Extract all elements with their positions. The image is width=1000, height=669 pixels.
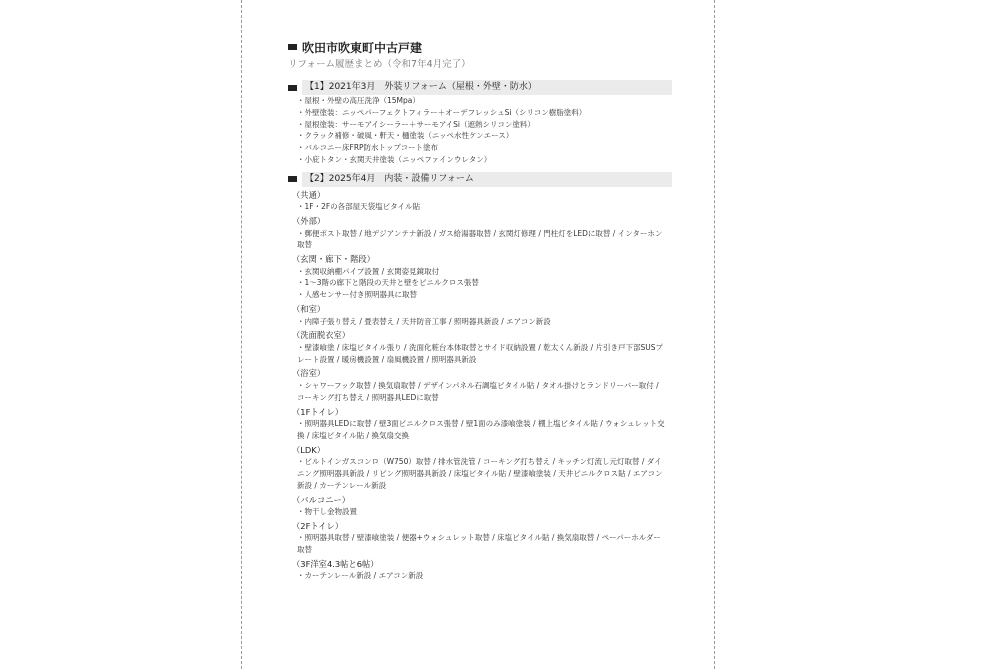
list-item: ・外壁塗装：ニッペパーフェクトフィラー＋オーデフレッシュSi（シリコン樹脂塗料）: [297, 107, 587, 117]
category-item: ・シャワーフック取替 / 換気扇取替 / デザインパネル石調塩ビタイル貼 / タオル掛けとランドリーバー取付 / コーキング打ち替え / 照明器具LEDに取替: [297, 380, 659, 402]
section-bullet-icon: [288, 176, 297, 182]
category-item: ・1F・2Fの各部屋天袋塩ビタイル貼: [297, 202, 421, 212]
category-item: ・ビルトインガスコンロ（W750）取替 / 排水管洗管 / コーキング打ち替え / キッチン灯流し元灯取替 / ダイニング照明器具新設 / リビング照明器具新設 / 床塩ビタイル貼 / 壁漆喰塗装 / 天井ビニルクロス貼 / エアコン新設 / カーテンレール新設: [297, 457, 663, 490]
list-item: ・小庇トタン・玄関天井塗装（ニッペファインウレタン）: [297, 154, 492, 164]
category-label: （バルコニー）: [292, 494, 351, 505]
category-label: （洗面脱衣室）: [292, 330, 351, 341]
document-page: [241, 0, 715, 669]
category-item: ・照明器具LEDに取替 / 壁3面ビニルクロス張替 / 壁1面のみ漆喰塗装 / 棚上塩ビタイル貼 / ウォシュレット交換 / 床塩ビタイル貼 / 換気扇交換: [297, 419, 665, 440]
category-label: （浴室）: [292, 368, 326, 379]
page-title: [288, 38, 672, 56]
category-label: （3F洋室4.3帖と6帖）: [292, 558, 379, 569]
section-heading-1: [288, 80, 672, 95]
title-bullet-icon: [288, 44, 297, 50]
list-item: ・屋根・外壁の高圧洗浄（15Mpa）: [297, 96, 420, 105]
category-item: ・物干し金物設置: [297, 507, 357, 517]
category-item: ・照明器具取替 / 壁漆喰塗装 / 便器+ウォシュレット取替 / 床塩ビタイル貼 / 換気扇取替 / ペーパーホルダー取替: [297, 533, 661, 555]
section-heading-2: [288, 172, 672, 187]
category-label: （LDK）: [292, 444, 326, 455]
category-item: ・カーテンレール新設 / エアコン新設: [297, 571, 424, 581]
category-item: ・玄関収納棚パイプ設置 / 玄関姿見鏡取付: [297, 266, 440, 276]
section-bullet-icon: [288, 85, 297, 91]
category-item: ・内障子張り替え / 畳表替え / 天井防音工事 / 照明器具新設 / エアコン新設: [297, 316, 551, 326]
list-item: ・クラック補修・破風・軒天・樋塗装（ニッペ水性ケンエース）: [297, 131, 514, 141]
category-item: ・人感センサー付き照明器具に取替: [297, 290, 417, 300]
document-content: [288, 38, 672, 582]
category-label: （1Fトイレ）: [292, 406, 344, 417]
page-title-text: 吹田市吹東町中古戸建: [302, 40, 423, 55]
category-label: （和室）: [292, 304, 326, 315]
list-item: ・バルコニー床FRP防水トップコート塗布: [297, 143, 438, 153]
category-label: （玄関・廊下・階段）: [292, 254, 375, 265]
category-label: （共通）: [292, 189, 326, 200]
category-item: ・郵便ポスト取替 / 地デジアンテナ新設 / ガス給湯器取替 / 玄関灯修理 / 門柱灯をLEDに取替 / インターホン取替: [297, 228, 663, 250]
section-heading-text: 【1】2021年3月 外装リフォーム（屋根・外壁・防水）: [302, 80, 672, 95]
page-subtitle: リフォーム履歴まとめ（令和7年4月完了）: [288, 59, 471, 70]
category-label: （外部）: [292, 216, 326, 227]
category-label: （2Fトイレ）: [292, 520, 344, 531]
category-item: ・壁漆喰塗 / 床塩ビタイル張り / 洗面化粧台本体取替とサイド収納設置 / 乾太くん新設 / 片引き戸下部SUSプレート設置 / 暖房機設置 / 扇風機設置 / 照明器具新設: [297, 342, 664, 364]
list-item: ・屋根塗装：サーモアイシーラー＋サーモアイSi（遮熱シリコン塗料）: [297, 119, 535, 129]
category-item: ・1～3階の廊下と階段の天井と壁をビニルクロス張替: [297, 278, 479, 288]
section-heading-text: 【2】2025年4月 内装・設備リフォーム: [302, 172, 672, 187]
